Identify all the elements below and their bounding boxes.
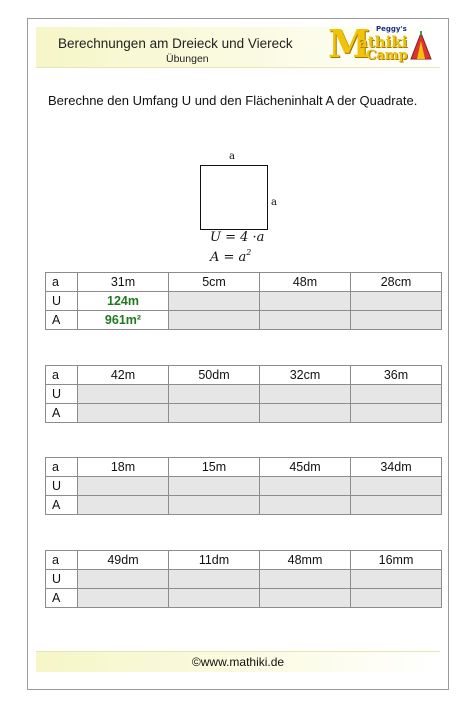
exercise-table-2 [45, 365, 442, 423]
table-row-a [46, 273, 442, 292]
side-value: 5cm [169, 273, 260, 292]
table-row-area [46, 589, 442, 608]
side-value: 16mm [351, 551, 442, 570]
row-label: U [46, 477, 78, 496]
exercise-table-1 [45, 272, 442, 330]
side-value: 48m [260, 273, 351, 292]
row-label: a [46, 366, 78, 385]
table-row-a [46, 366, 442, 385]
answer-cell[interactable] [351, 496, 442, 515]
area-answer: 961m² [78, 311, 169, 330]
answer-cell[interactable] [78, 496, 169, 515]
formula-area-exponent: 2 [246, 248, 252, 257]
tent-icon [410, 31, 432, 61]
answer-cell[interactable] [260, 385, 351, 404]
formula-area-base: A = a [210, 250, 247, 265]
exercise-table-3 [45, 457, 442, 515]
task-instruction: Berechne den Umfang U und den Flächeninhalt A der Quadrate. [48, 93, 418, 108]
table-row-u [46, 385, 442, 404]
table-row-a [46, 551, 442, 570]
answer-cell[interactable] [169, 385, 260, 404]
formula-area [210, 248, 251, 265]
answer-cell[interactable] [78, 570, 169, 589]
side-value: 32cm [260, 366, 351, 385]
answer-cell[interactable] [169, 570, 260, 589]
side-value: 34dm [351, 458, 442, 477]
row-label: A [46, 311, 78, 330]
answer-cell[interactable] [169, 311, 260, 330]
side-value: 31m [78, 273, 169, 292]
answer-cell[interactable] [351, 404, 442, 423]
square-shape [200, 165, 268, 230]
square-diagram [178, 137, 318, 275]
row-label: A [46, 496, 78, 515]
table-row-u [46, 477, 442, 496]
logo-camp: Camp [366, 48, 408, 63]
logo-peggys: Peggy's [376, 25, 407, 33]
answer-cell[interactable] [169, 404, 260, 423]
table-row-area [46, 404, 442, 423]
answer-cell[interactable] [351, 570, 442, 589]
table-row-a [46, 458, 442, 477]
answer-cell[interactable] [169, 589, 260, 608]
worksheet-page [27, 18, 449, 690]
side-value: 36m [351, 366, 442, 385]
answer-cell[interactable] [169, 496, 260, 515]
row-label: a [46, 273, 78, 292]
header-bar [36, 21, 440, 68]
row-label: a [46, 458, 78, 477]
answer-cell[interactable] [260, 292, 351, 311]
row-label: A [46, 589, 78, 608]
mathiki-camp-logo [328, 23, 436, 71]
answer-cell[interactable] [351, 477, 442, 496]
row-label: A [46, 404, 78, 423]
side-value: 48mm [260, 551, 351, 570]
logo-letter-m: M [328, 21, 371, 66]
side-value: 45dm [260, 458, 351, 477]
table-row-area [46, 496, 442, 515]
worksheet-title: Berechnungen am Dreieck und Viereck [58, 36, 293, 51]
table-row-u [46, 570, 442, 589]
answer-cell[interactable] [169, 292, 260, 311]
logo-athiki: athiki [358, 33, 408, 51]
table-row-area [46, 311, 442, 330]
row-label: U [46, 292, 78, 311]
side-label-right: a [271, 197, 277, 208]
answer-cell[interactable] [260, 589, 351, 608]
answer-cell[interactable] [351, 292, 442, 311]
answer-cell[interactable] [169, 477, 260, 496]
answer-cell[interactable] [260, 404, 351, 423]
answer-cell[interactable] [351, 385, 442, 404]
answer-cell[interactable] [260, 477, 351, 496]
answer-cell[interactable] [260, 570, 351, 589]
answer-cell[interactable] [78, 404, 169, 423]
row-label: a [46, 551, 78, 570]
side-value: 28cm [351, 273, 442, 292]
side-value: 18m [78, 458, 169, 477]
row-label: U [46, 570, 78, 589]
row-label: U [46, 385, 78, 404]
answer-cell[interactable] [78, 385, 169, 404]
answer-cell[interactable] [351, 311, 442, 330]
exercise-table-4 [45, 550, 442, 608]
side-value: 50dm [169, 366, 260, 385]
side-value: 42m [78, 366, 169, 385]
formula-perimeter: U = 4 ·a [210, 230, 265, 245]
footer-bar: ©www.mathiki.de [36, 651, 440, 672]
table-row-u [46, 292, 442, 311]
side-value: 11dm [169, 551, 260, 570]
side-value: 15m [169, 458, 260, 477]
answer-cell[interactable] [78, 477, 169, 496]
side-value: 49dm [78, 551, 169, 570]
answer-cell[interactable] [260, 311, 351, 330]
answer-cell[interactable] [351, 589, 442, 608]
side-label-top: a [229, 151, 235, 162]
answer-cell[interactable] [78, 589, 169, 608]
worksheet-subtitle: Übungen [166, 53, 209, 65]
answer-cell[interactable] [260, 496, 351, 515]
perimeter-answer: 124m [78, 292, 169, 311]
